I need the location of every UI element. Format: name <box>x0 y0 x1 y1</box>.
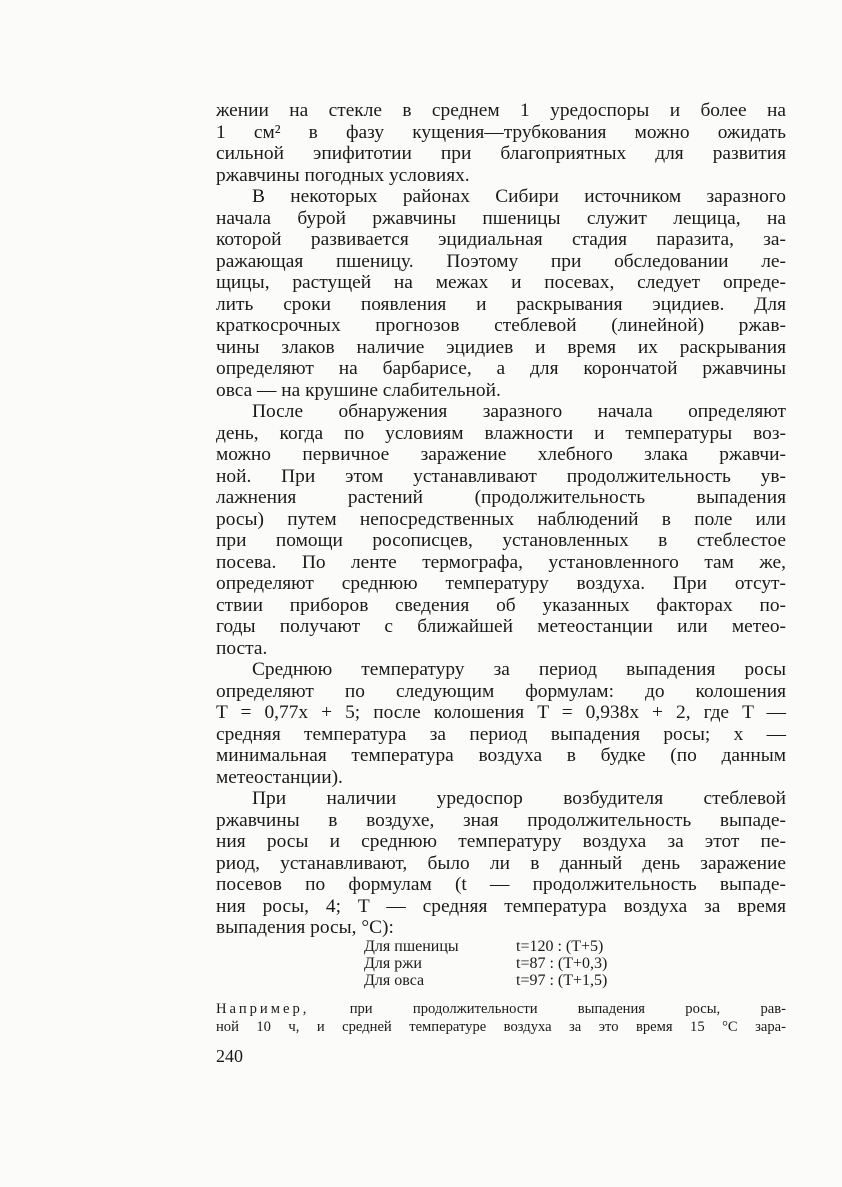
text-line: годы получают с ближайшей метеостанции или метео- <box>216 616 786 637</box>
text-line: определяют среднюю температуру воздуха. При отсут- <box>216 573 786 594</box>
paragraph <box>216 659 786 788</box>
text-line: день, когда по условиям влажности и температуры воз- <box>216 422 786 444</box>
note-line: ной 10 ч, и средней температуре воздуха за это время 15 °С зара- <box>216 1019 786 1035</box>
body-text <box>216 100 786 939</box>
formula: t=87 : (T+0,3) <box>516 955 608 972</box>
spaced-word: Например, <box>216 1001 310 1017</box>
text-line: чины злаков наличие эцидиев и время их раскрывания <box>216 336 786 358</box>
text-line: выпадения росы, °С): <box>216 917 394 938</box>
text-line: При наличии уредоспор возбудителя стеблевой <box>252 788 786 809</box>
crop-label: Для пшеницы <box>364 938 459 955</box>
text-line: лить сроки появления и раскрывания эцидиев. Для <box>216 293 786 315</box>
example-note <box>216 1000 786 1036</box>
text-line: краткосрочных прогнозов стеблевой (линейной) ржав- <box>216 315 786 336</box>
text-line: посевов по формулам (t — продолжительность выпаде- <box>216 874 786 895</box>
text-line: при помощи росописцев, установленных в стеблестое <box>216 530 786 551</box>
text-line: посева. По ленте термографа, установленного там же, <box>216 551 786 573</box>
text-line: ния росы и среднюю температуру воздуха за этот пе- <box>216 831 786 852</box>
text-line: 1 см² в фазу кущения—трубкования можно ожидать <box>216 121 786 143</box>
text-line: щицы, растущей на межах и посевах, следует опреде- <box>216 272 786 293</box>
formula-row <box>364 955 607 972</box>
text-line: начала бурой ржавчины пшеницы служит лещица, на <box>216 207 786 229</box>
text-line: ржавчины погодных условиях. <box>216 164 470 186</box>
text-line: овса — на крушине слабительной. <box>216 379 501 401</box>
paragraph <box>216 100 786 186</box>
crop-label: Для овса <box>364 972 425 989</box>
text-line: После обнаружения заразного начала определяют <box>252 401 786 422</box>
text-line: минимальная температура воздуха в будке (по данным <box>216 745 786 766</box>
paragraph <box>216 401 786 659</box>
note-line: Например, при продолжительности выпадения росы, рав- <box>216 1001 786 1017</box>
text-line: ражающая пшеницу. Поэтому при обследовании ле- <box>216 250 786 272</box>
text-line: которой развивается эцидиальная стадия паразита, за- <box>216 229 786 250</box>
text-line: лажнения растений (продолжительность выпадения <box>216 487 786 508</box>
text-line: жении на стекле в среднем 1 уредоспоры и более на <box>216 100 786 121</box>
text-line: метеостанции). <box>216 766 343 788</box>
text-line: ржавчины в воздухе, зная продолжительность выпаде- <box>216 809 786 831</box>
formula-row <box>364 938 607 955</box>
paragraph <box>216 788 786 939</box>
text-line: В некоторых районах Сибири источником заразного <box>252 186 786 207</box>
text-line: росы) путем непосредственных наблюдений в поле или <box>216 508 786 530</box>
text-line: Среднюю температуру за период выпадения росы <box>252 659 786 680</box>
text-line: определяют по следующим формулам: до колошения <box>216 680 786 702</box>
formula-row <box>364 972 607 989</box>
text-line: ной. При этом устанавливают продолжительность ув- <box>216 465 786 487</box>
text-line: T = 0,77x + 5; после колошения T = 0,938x + 2, где T — <box>216 702 786 723</box>
formula-table <box>364 938 607 989</box>
paragraph <box>216 186 786 401</box>
page-number: 240 <box>216 1046 243 1066</box>
text-line: можно первичное заражение хлебного злака ржавчи- <box>216 444 786 465</box>
text-line: риод, устанавливают, было ли в данный день заражение <box>216 852 786 874</box>
text-line: ния росы, 4; T — средняя температура воздуха за время <box>216 895 786 917</box>
text-line: определяют на барбарисе, а для корончатой ржавчины <box>216 358 786 379</box>
crop-label: Для ржи <box>364 955 422 972</box>
text-line: сильной эпифитотии при благоприятных для развития <box>216 143 786 164</box>
formula: t=97 : (T+1,5) <box>516 972 608 989</box>
text-line: ствии приборов сведения об указанных факторах по- <box>216 594 786 616</box>
formula: t=120 : (T+5) <box>516 938 604 955</box>
text-line: средняя температура за период выпадения росы; x — <box>216 723 786 745</box>
text-line: поста. <box>216 637 268 659</box>
